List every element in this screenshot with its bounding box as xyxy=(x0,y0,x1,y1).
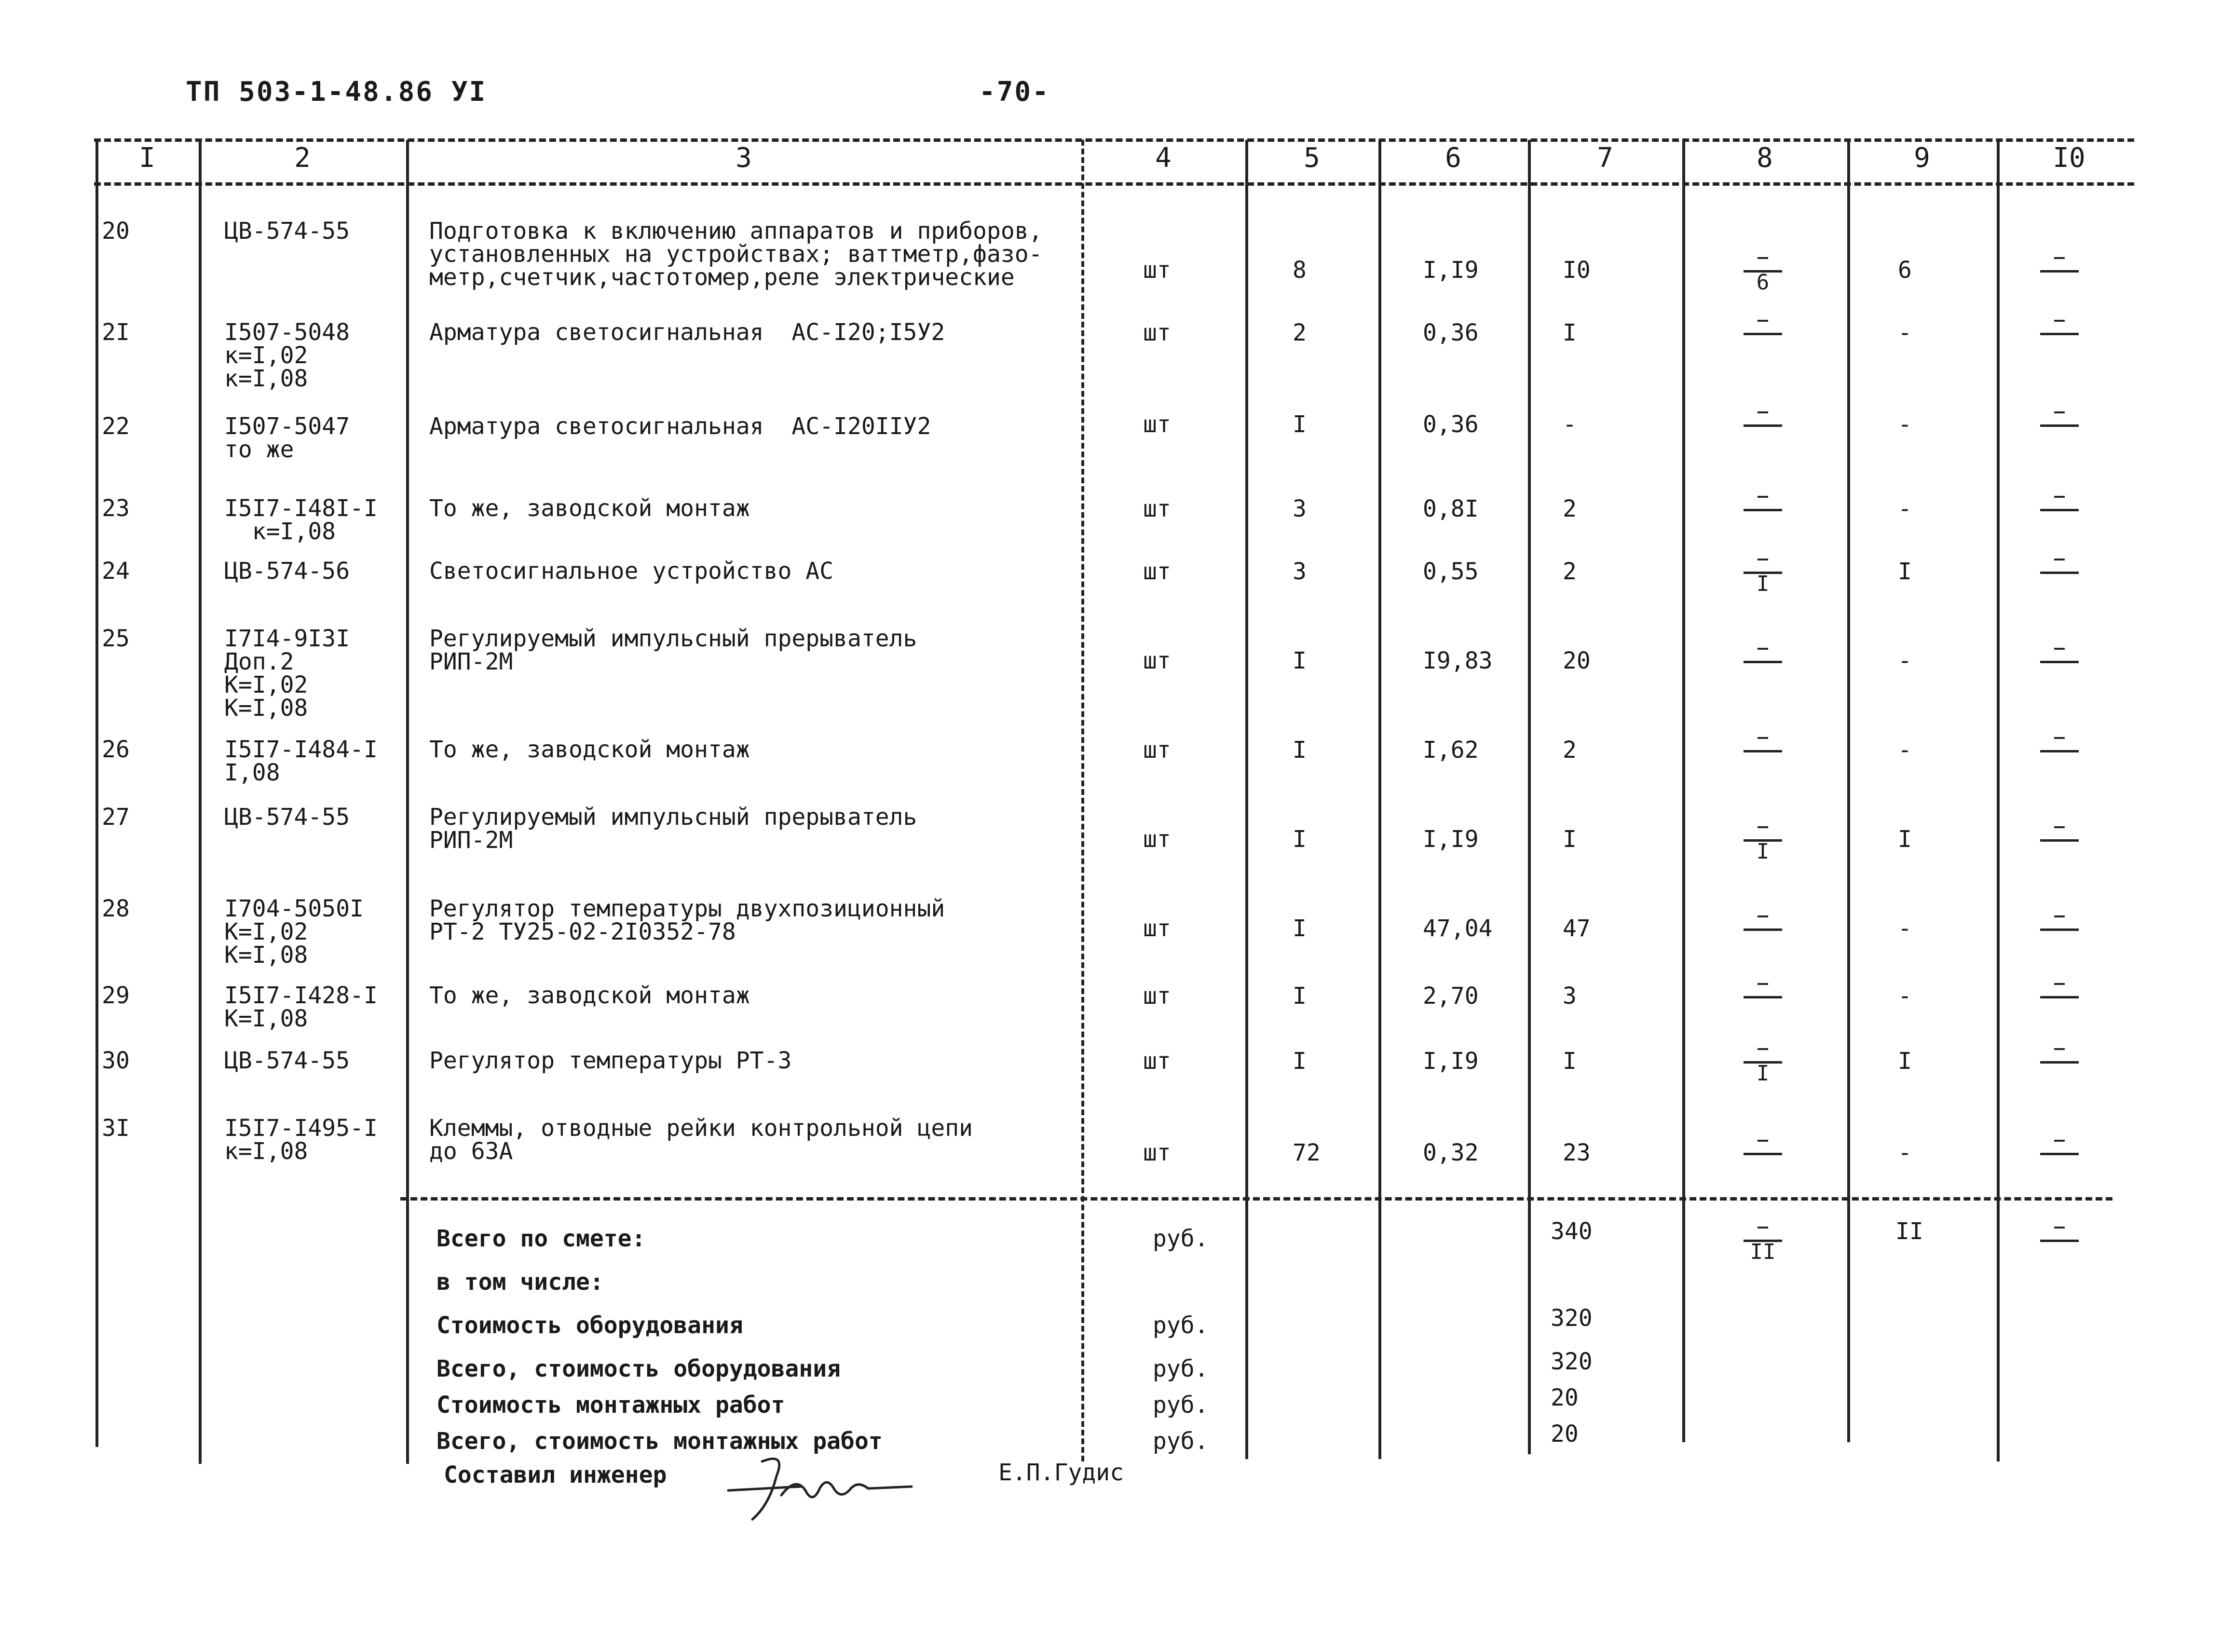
row-col8 xyxy=(1736,403,1789,446)
row-col9: - xyxy=(1898,495,1912,522)
row-col8-value xyxy=(1736,661,1789,683)
summary-label: Всего по смете: xyxy=(436,1225,646,1252)
header-bottom-border xyxy=(94,182,2134,186)
row-col10-value xyxy=(2033,839,2086,861)
row-unit: шт xyxy=(1143,1139,1171,1166)
row-col8-mark xyxy=(1758,1048,1768,1050)
row-col10-value xyxy=(2033,996,2086,1018)
row-price: 2,70 xyxy=(1423,983,1479,1010)
row-price: I,I9 xyxy=(1423,826,1479,853)
row-unit: шт xyxy=(1143,737,1171,764)
row-col9: - xyxy=(1898,319,1912,346)
row-name: Подготовка к включению аппаратов и приборов, установленных на устройствах; ваттметр,фазо- метр,счетчик,частотомер,реле электрические xyxy=(429,218,1043,291)
row-col10-value xyxy=(2033,424,2086,446)
row-col8-mark xyxy=(1758,320,1768,322)
row-col8-value xyxy=(1736,424,1789,446)
col-line-4 xyxy=(1245,140,1248,1459)
row-col8-mark xyxy=(1758,915,1768,917)
row-qty: I xyxy=(1293,915,1307,942)
summary-unit: руб. xyxy=(1153,1428,1209,1455)
summary-total: 20 xyxy=(1551,1384,1579,1411)
summary-col8-mark xyxy=(1758,1227,1768,1229)
row-price: I9,83 xyxy=(1423,647,1493,674)
row-qty: I xyxy=(1293,647,1307,674)
summary-label: Стоимость монтажных работ xyxy=(436,1392,785,1419)
row-col10 xyxy=(2033,403,2086,446)
row-col8 xyxy=(1736,487,1789,531)
row-code: ЦВ-574-55 xyxy=(224,218,350,245)
row-name: То же, заводской монтаж xyxy=(429,736,750,763)
row-unit: шт xyxy=(1143,915,1171,942)
row-price: I,I9 xyxy=(1423,257,1479,284)
row-qty: 72 xyxy=(1293,1139,1321,1166)
row-col9: - xyxy=(1898,647,1912,674)
summary-label: Всего, стоимость монтажных работ xyxy=(436,1428,883,1455)
row-col10-mark xyxy=(2054,737,2065,739)
row-col10-mark xyxy=(2054,1048,2065,1050)
row-unit: шт xyxy=(1143,647,1171,674)
row-number: 20 xyxy=(102,218,130,245)
row-col8-mark xyxy=(1758,411,1768,413)
row-number: 3I xyxy=(102,1115,130,1142)
row-col8-mark xyxy=(1758,496,1768,498)
summary-unit: руб. xyxy=(1153,1355,1209,1382)
row-col8-value: 6 xyxy=(1756,270,1770,295)
row-number: 28 xyxy=(102,895,130,922)
row-name: Арматура светосигнальная АС-I20;I5У2 xyxy=(429,319,945,346)
row-col10 xyxy=(2033,1131,2086,1174)
row-qty: 8 xyxy=(1293,257,1307,284)
summary-col10 xyxy=(2033,1218,2086,1261)
row-col8-mark xyxy=(1758,737,1768,739)
row-col9: - xyxy=(1898,411,1912,438)
row-qty: I xyxy=(1293,826,1307,853)
row-price: I,I9 xyxy=(1423,1048,1479,1075)
row-col10 xyxy=(2033,550,2086,593)
row-code: ЦВ-574-55 xyxy=(224,804,350,831)
row-total: I xyxy=(1563,826,1577,853)
summary-total: 20 xyxy=(1551,1420,1579,1447)
row-col10-mark xyxy=(2054,257,2065,259)
col-line-1 xyxy=(199,140,202,1464)
row-col10-value xyxy=(2033,1153,2086,1174)
row-total: 23 xyxy=(1563,1139,1591,1166)
row-total: I xyxy=(1563,319,1577,346)
row-name: Светосигнальное устройство АС xyxy=(429,558,834,585)
row-price: 0,55 xyxy=(1423,558,1479,585)
row-name: Регулируемый импульсный прерыватель РИП-2М xyxy=(429,804,917,854)
row-name: Регулятор температуры двухпозиционный РТ-2 ТУ25-02-2I0352-78 xyxy=(429,895,945,945)
row-col10-value xyxy=(2033,928,2086,950)
col-header-6: 6 xyxy=(1445,142,1461,174)
col-line-3 xyxy=(1081,140,1084,1461)
row-col8-mark xyxy=(1758,648,1768,650)
row-col10 xyxy=(2033,818,2086,861)
summary-col8 xyxy=(1736,1218,1789,1264)
summary-unit: руб. xyxy=(1153,1392,1209,1419)
row-col10-mark xyxy=(2054,826,2065,828)
row-col8 xyxy=(1736,907,1789,950)
row-name: То же, заводской монтаж xyxy=(429,495,750,522)
summary-col10-mark xyxy=(2054,1227,2065,1229)
row-code: I7I4-9I3I Доп.2 К=I,02 К=I,08 xyxy=(224,625,350,722)
row-col10 xyxy=(2033,639,2086,683)
summary-unit: руб. xyxy=(1153,1312,1209,1339)
row-col9: I xyxy=(1898,558,1912,585)
row-col10-value xyxy=(2033,661,2086,683)
row-col9: - xyxy=(1898,983,1912,1010)
row-price: 0,36 xyxy=(1423,319,1479,346)
row-col10-mark xyxy=(2054,559,2065,560)
col-line-6 xyxy=(1528,140,1531,1454)
row-name: Клеммы, отводные рейки контрольной цепи до 63А xyxy=(429,1115,973,1165)
col-header-9: 9 xyxy=(1914,142,1930,174)
row-total: I xyxy=(1563,1048,1577,1075)
row-col10 xyxy=(2033,311,2086,355)
summary-label: Всего, стоимость оборудования xyxy=(436,1355,841,1382)
row-col8 xyxy=(1736,639,1789,683)
row-total: 2 xyxy=(1563,558,1577,585)
row-col8 xyxy=(1736,818,1789,864)
row-col10-value xyxy=(2033,270,2086,292)
col-line-8 xyxy=(1847,140,1850,1442)
row-price: 0,8I xyxy=(1423,495,1479,522)
row-code: ЦВ-574-55 xyxy=(224,1047,350,1074)
col-header-10: I0 xyxy=(2053,142,2085,174)
summary-col10-value xyxy=(2033,1240,2086,1261)
row-col8-mark xyxy=(1758,983,1768,985)
row-col10-value xyxy=(2033,1061,2086,1083)
row-price: I,62 xyxy=(1423,737,1479,764)
row-qty: 3 xyxy=(1293,495,1307,522)
row-col10 xyxy=(2033,1039,2086,1083)
signature-label: Составил инженер xyxy=(444,1461,667,1488)
signature-name: Е.П.Гудис xyxy=(998,1459,1124,1486)
row-col10-mark xyxy=(2054,1140,2065,1142)
row-col10-value xyxy=(2033,509,2086,531)
row-col10-mark xyxy=(2054,915,2065,917)
row-number: 23 xyxy=(102,495,130,522)
row-col10-value xyxy=(2033,572,2086,593)
row-unit: шт xyxy=(1143,495,1171,522)
row-price: 0,32 xyxy=(1423,1139,1479,1166)
row-total: 47 xyxy=(1563,915,1591,942)
row-col10-mark xyxy=(2054,983,2065,985)
row-qty: I xyxy=(1293,983,1307,1010)
row-total: - xyxy=(1563,411,1577,438)
page-number: -70- xyxy=(979,76,1050,108)
row-col8-value: I xyxy=(1756,1061,1770,1086)
col-header-5: 5 xyxy=(1304,142,1320,174)
row-col8-value xyxy=(1736,750,1789,772)
row-number: 25 xyxy=(102,625,130,652)
col-line-9 xyxy=(1997,140,2000,1461)
col-header-8: 8 xyxy=(1757,142,1773,174)
row-col8 xyxy=(1736,311,1789,355)
row-code: I5I7-I428-I К=I,08 xyxy=(224,982,378,1032)
summary-unit: руб. xyxy=(1153,1225,1209,1252)
row-col8-value: I xyxy=(1756,572,1770,596)
col-line-7 xyxy=(1682,140,1685,1442)
row-col8-value: I xyxy=(1756,839,1770,864)
row-col10-mark xyxy=(2054,320,2065,322)
summary-total: 320 xyxy=(1551,1348,1593,1375)
col-line-5 xyxy=(1378,140,1381,1459)
row-col10-value xyxy=(2033,750,2086,772)
row-qty: 2 xyxy=(1293,319,1307,346)
row-unit: шт xyxy=(1143,1048,1171,1075)
row-code: I5I7-I495-I к=I,08 xyxy=(224,1115,378,1165)
row-col10 xyxy=(2033,907,2086,950)
row-col10-mark xyxy=(2054,411,2065,413)
summary-label: в том числе: xyxy=(436,1269,604,1296)
col-header-1: I xyxy=(139,142,155,174)
row-unit: шт xyxy=(1143,411,1171,438)
row-col10-mark xyxy=(2054,496,2065,498)
row-qty: 3 xyxy=(1293,558,1307,585)
row-price: 0,36 xyxy=(1423,411,1479,438)
row-price: 47,04 xyxy=(1423,915,1493,942)
row-number: 2I xyxy=(102,319,130,346)
row-code: I507-5047 то же xyxy=(224,413,350,463)
summary-divider xyxy=(400,1197,2112,1201)
row-unit: шт xyxy=(1143,319,1171,346)
row-col8-mark xyxy=(1758,257,1768,259)
row-col9: - xyxy=(1898,1139,1912,1166)
row-col8 xyxy=(1736,550,1789,596)
row-col9: - xyxy=(1898,915,1912,942)
row-name: То же, заводской монтаж xyxy=(429,982,750,1009)
row-total: 20 xyxy=(1563,647,1591,674)
row-col10 xyxy=(2033,248,2086,292)
row-qty: I xyxy=(1293,1048,1307,1075)
summary-label: Стоимость оборудования xyxy=(436,1312,743,1339)
col-header-4: 4 xyxy=(1155,142,1172,174)
row-total: 2 xyxy=(1563,737,1577,764)
row-col9: 6 xyxy=(1898,257,1912,284)
row-col8-mark xyxy=(1758,1140,1768,1142)
row-code: I507-5048 к=I,02 к=I,08 xyxy=(224,319,350,392)
row-number: 22 xyxy=(102,413,130,440)
row-col8 xyxy=(1736,1039,1789,1086)
row-number: 29 xyxy=(102,982,130,1009)
row-col8-value xyxy=(1736,1153,1789,1174)
summary-col9: II xyxy=(1895,1218,1923,1245)
row-col8-value xyxy=(1736,996,1789,1018)
row-col9: I xyxy=(1898,826,1912,853)
row-col8-value xyxy=(1736,333,1789,355)
row-unit: шт xyxy=(1143,983,1171,1010)
row-unit: шт xyxy=(1143,558,1171,585)
row-name: Регулятор температуры РТ-3 xyxy=(429,1047,792,1074)
row-code: I5I7-I484-I I,08 xyxy=(224,736,378,786)
row-number: 27 xyxy=(102,804,130,831)
handwritten-signature xyxy=(723,1442,916,1524)
row-code: ЦВ-574-56 xyxy=(224,558,350,585)
row-unit: шт xyxy=(1143,257,1171,284)
row-col8-mark xyxy=(1758,559,1768,560)
document-code: ТП 503-1-48.86 УI xyxy=(186,76,487,108)
summary-total: 320 xyxy=(1551,1305,1593,1332)
row-number: 26 xyxy=(102,736,130,763)
row-col10-mark xyxy=(2054,648,2065,650)
row-col8 xyxy=(1736,728,1789,772)
row-number: 30 xyxy=(102,1047,130,1074)
row-name: Арматура светосигнальная АС-I20IIУ2 xyxy=(429,413,931,440)
row-col8 xyxy=(1736,1131,1789,1174)
col-header-7: 7 xyxy=(1597,142,1613,174)
row-total: 2 xyxy=(1563,495,1577,522)
col-header-2: 2 xyxy=(294,142,311,174)
row-col8 xyxy=(1736,974,1789,1018)
col-line-2 xyxy=(406,140,409,1464)
row-col8-mark xyxy=(1758,826,1768,828)
row-code: I704-5050I К=I,02 К=I,08 xyxy=(224,895,364,969)
row-qty: I xyxy=(1293,411,1307,438)
row-unit: шт xyxy=(1143,826,1171,853)
summary-col8-value: II xyxy=(1750,1240,1776,1264)
row-col10-value xyxy=(2033,333,2086,355)
row-col10 xyxy=(2033,728,2086,772)
row-name: Регулируемый импульсный прерыватель РИП-2М xyxy=(429,625,917,675)
row-number: 24 xyxy=(102,558,130,585)
summary-total: 340 xyxy=(1551,1218,1593,1245)
row-col8-value xyxy=(1736,928,1789,950)
row-col10 xyxy=(2033,487,2086,531)
row-code: I5I7-I48I-I к=I,08 xyxy=(224,495,378,545)
row-col9: - xyxy=(1898,737,1912,764)
row-col8 xyxy=(1736,248,1789,295)
row-col9: I xyxy=(1898,1048,1912,1075)
row-col10 xyxy=(2033,974,2086,1018)
row-qty: I xyxy=(1293,737,1307,764)
row-col8-value xyxy=(1736,509,1789,531)
row-total: I0 xyxy=(1563,257,1591,284)
col-header-3: 3 xyxy=(736,142,752,174)
row-total: 3 xyxy=(1563,983,1577,1010)
